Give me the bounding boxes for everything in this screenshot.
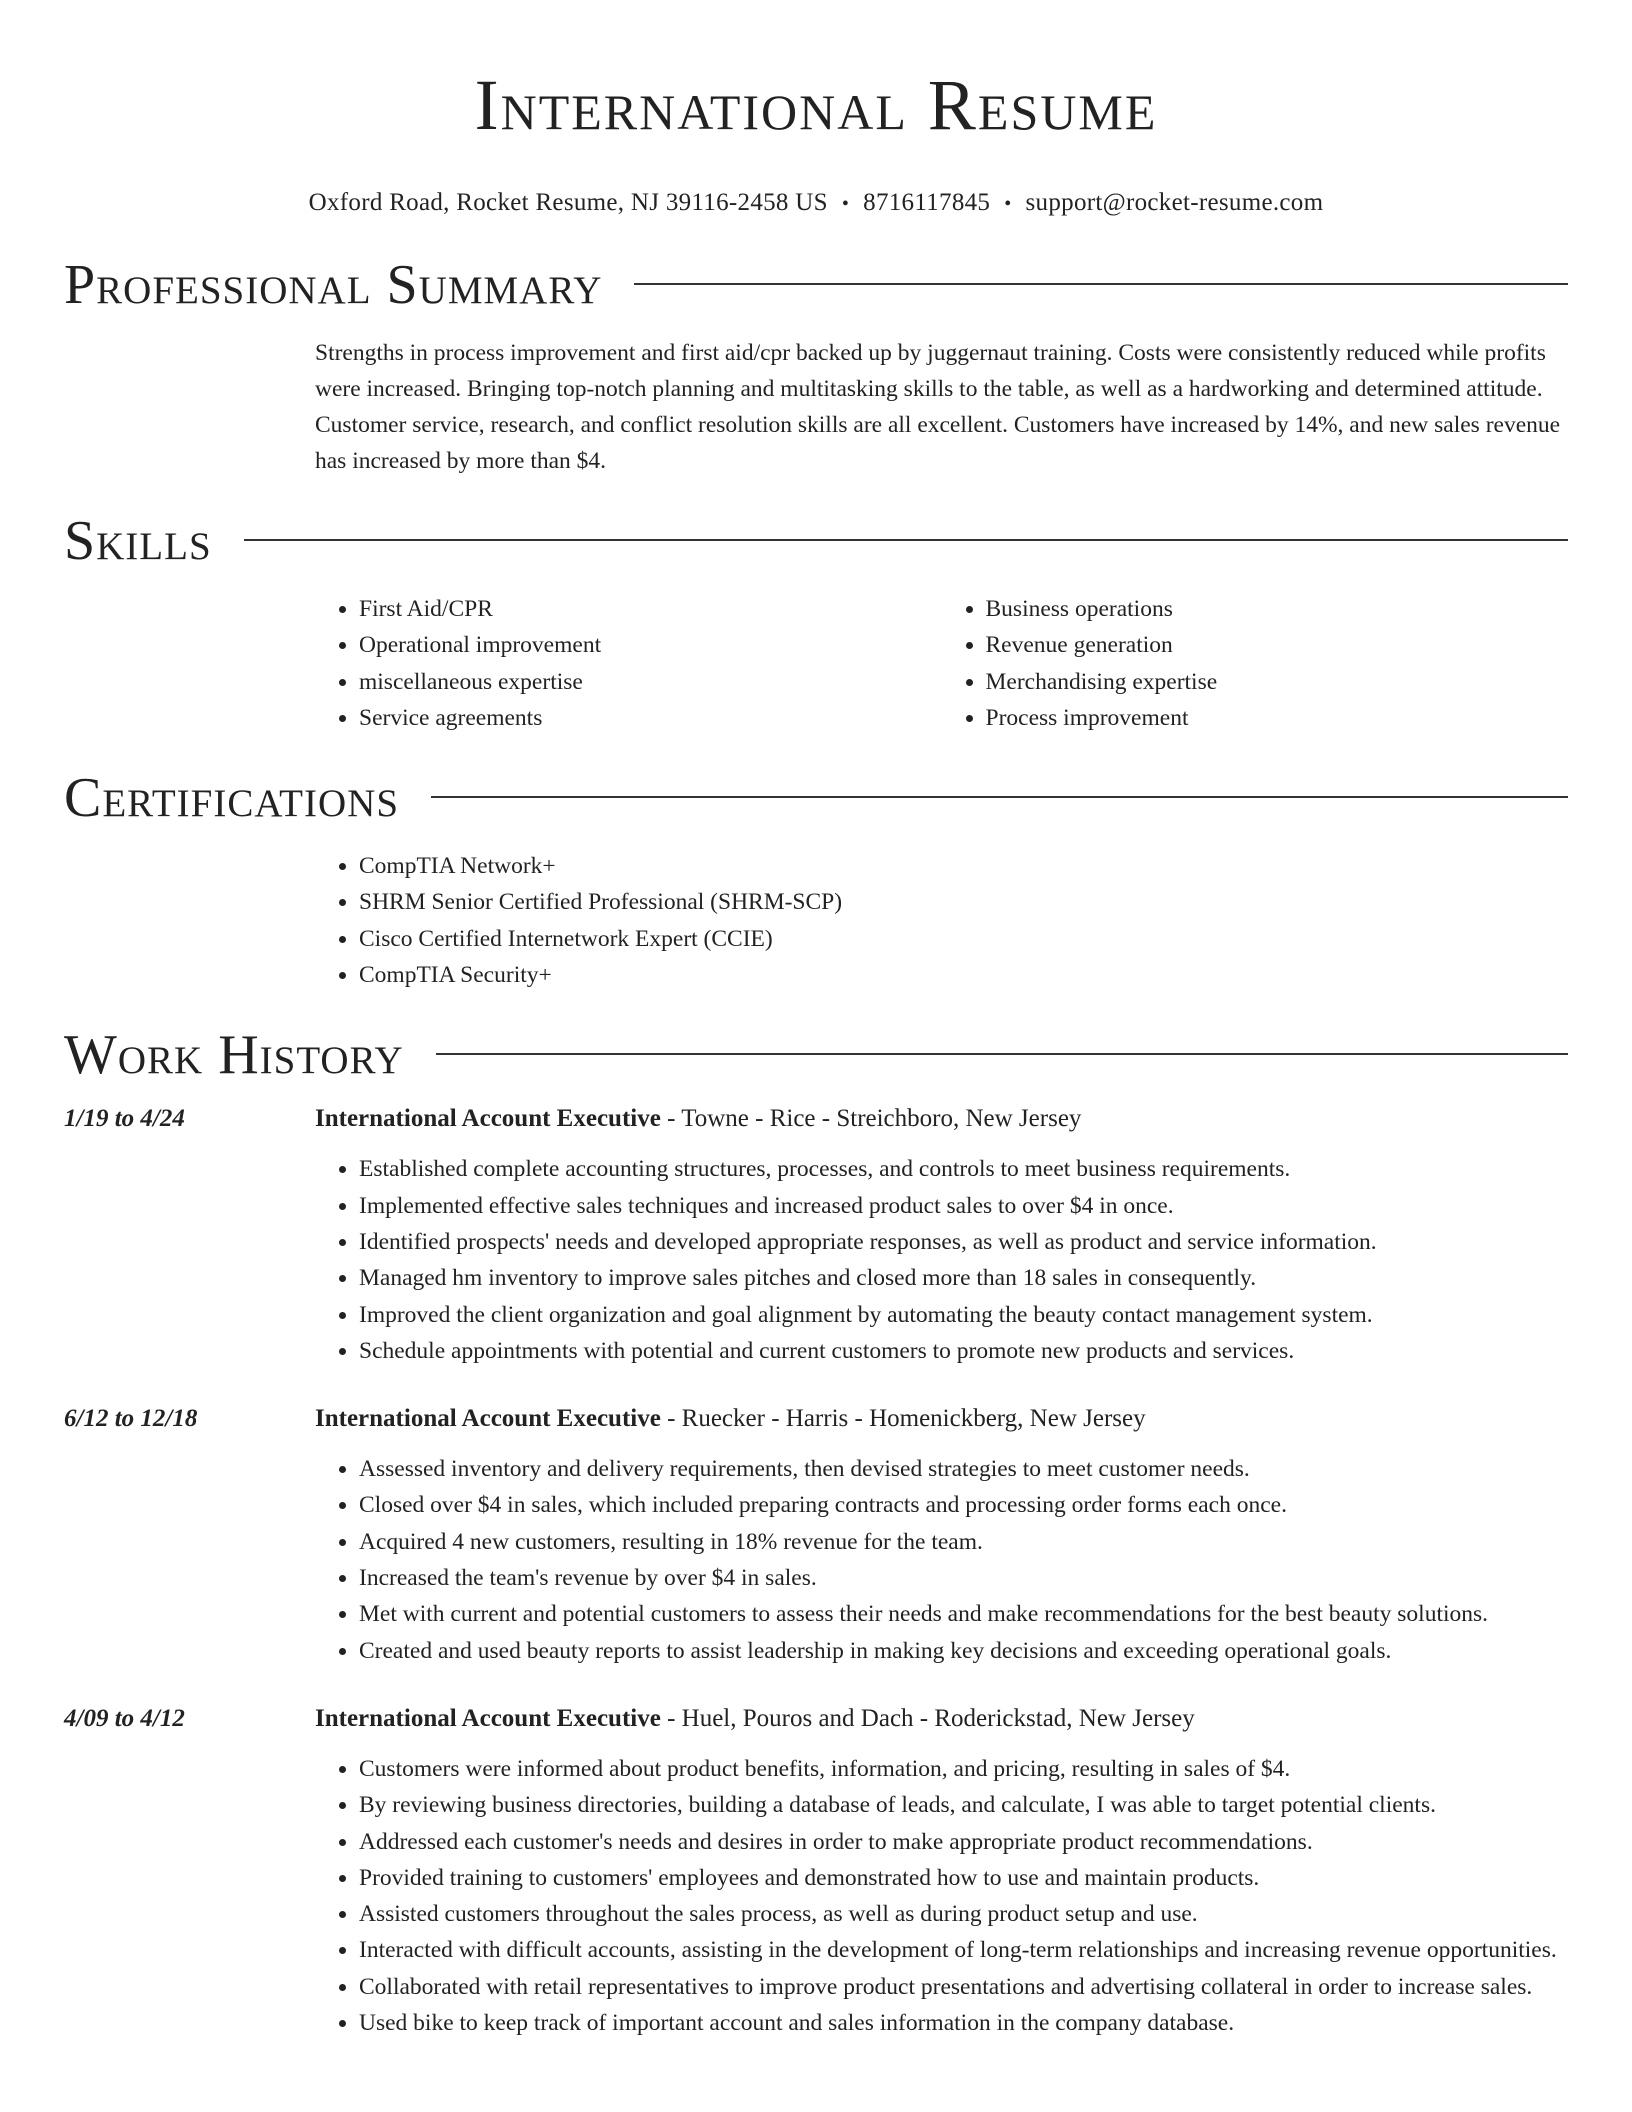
job-bullet: • Assisted customers throughout the sales process, as well as during product setup and use. — [359, 1896, 1568, 1932]
section-divider — [244, 539, 1568, 541]
skill-item: • Process improvement — [986, 700, 1569, 736]
job-bullet: • Identified prospects' needs and developed appropriate responses, as well as product and service information. — [359, 1224, 1568, 1260]
skill-item: • Merchandising expertise — [986, 664, 1569, 700]
job-company: - Huel, Pouros and Dach - Roderickstad, New Jersey — [660, 1704, 1195, 1732]
job-bullet: • Closed over $4 in sales, which included preparing contracts and processing order forms each once. — [359, 1487, 1568, 1523]
job-header — [64, 1401, 1568, 1437]
certifications-section-title: Certifications — [64, 767, 400, 830]
job-bullet: • Established complete accounting structures, processes, and controls to meet business requirements. — [359, 1151, 1568, 1187]
job-bullet: • Managed hm inventory to improve sales pitches and closed more than 18 sales in consequently. — [359, 1260, 1568, 1296]
job-bullet: • Created and used beauty reports to assist leadership in making key decisions and exceeding operational goals. — [359, 1633, 1568, 1669]
job-header — [64, 1101, 1568, 1137]
skills-list — [315, 591, 1568, 736]
job-bullets — [315, 1151, 1568, 1369]
job-bullet: • Addressed each customer's needs and desires in order to make appropriate product recommendations. — [359, 1824, 1568, 1860]
skill-item: • miscellaneous expertise — [359, 664, 942, 700]
certifications-bullets — [315, 848, 1568, 993]
resume-name: International Resume — [474, 65, 1158, 145]
summary-section-header — [64, 255, 1568, 315]
job-bullet: • Collaborated with retail representatives to improve product presentations and advertising collateral in order to increase sales. — [359, 1969, 1568, 2005]
job-heading — [315, 1401, 1146, 1437]
job-bullet: • Increased the team's revenue by over $4 in sales. — [359, 1560, 1568, 1596]
summary-section-title: Professional Summary — [64, 254, 603, 316]
job-header — [64, 1701, 1568, 1737]
job-bullet: • Implemented effective sales techniques and increased product sales to over $4 in once. — [359, 1188, 1568, 1224]
job-entry — [64, 1101, 1568, 1369]
job-bullet: • Assessed inventory and delivery requirements, then devised strategies to meet customer needs. — [359, 1451, 1568, 1487]
section-divider — [431, 796, 1568, 798]
summary-text: Strengths in process improvement and first aid/cpr backed up by juggernaut training. Costs were consistently reduced while profits were increased. Bringing top-notch planning and multitasking skills to the table, as well as a hardworking and determined attitude. Customer service, research, and conflict resolution skills are all excellent. Customers have increased by 14%, and new sales revenue has increased by more than $4. — [315, 340, 1561, 474]
skills-column-right — [942, 591, 1569, 736]
job-dates: 6/12 to 12/18 — [64, 1405, 198, 1433]
work-section-header — [64, 1025, 1568, 1085]
skill-item: • Business operations — [986, 591, 1569, 627]
resume-page — [64, 0, 1568, 2041]
certification-item: • CompTIA Network+ — [359, 848, 1568, 884]
skills-section-title: Skills — [64, 510, 212, 572]
job-bullet: • Provided training to customers' employees and demonstrated how to use and maintain products. — [359, 1860, 1568, 1896]
job-bullet: • Met with current and potential customers to assess their needs and make recommendations for the best beauty solutions. — [359, 1596, 1568, 1632]
job-title: International Account Executive — [315, 1105, 661, 1133]
skill-item: • Operational improvement — [359, 627, 942, 663]
job-bullet: • By reviewing business directories, building a database of leads, and calculate, I was able to target potential clients. — [359, 1787, 1568, 1823]
certification-item: • SHRM Senior Certified Professional (SHRM-SCP) — [359, 884, 1568, 920]
job-company: - Ruecker - Harris - Homenickberg, New Jersey — [660, 1405, 1146, 1433]
contact-separator: • — [1004, 193, 1012, 215]
job-entry — [64, 1401, 1568, 1669]
job-bullets — [315, 1751, 1568, 2041]
skill-item: • Service agreements — [359, 700, 942, 736]
job-title: International Account Executive — [315, 1704, 661, 1732]
job-dates: 1/19 to 4/24 — [64, 1105, 185, 1133]
job-bullet: • Acquired 4 new customers, resulting in 18% revenue for the team. — [359, 1524, 1568, 1560]
job-company: - Towne - Rice - Streichboro, New Jersey — [660, 1105, 1082, 1133]
section-divider — [436, 1053, 1568, 1055]
skills-section-header — [64, 511, 1568, 571]
skills-column-left — [315, 591, 942, 736]
job-dates: 4/09 to 4/12 — [64, 1704, 185, 1732]
contact-email: support@rocket-resume.com — [1025, 189, 1324, 216]
job-bullet: • Improved the client organization and goal alignment by automating the beauty contact management system. — [359, 1297, 1568, 1333]
contact-line — [64, 188, 1568, 219]
job-bullet: • Interacted with difficult accounts, assisting in the development of long-term relationships and increasing revenue opportunities. — [359, 1932, 1568, 1968]
job-heading — [315, 1701, 1195, 1737]
contact-address: Oxford Road, Rocket Resume, NJ 39116-2458 US — [308, 189, 828, 216]
certifications-list — [315, 848, 1568, 993]
job-entry — [64, 1701, 1568, 2041]
job-bullet: • Schedule appointments with potential and current customers to promote new products and services. — [359, 1333, 1568, 1369]
certification-item: • Cisco Certified Internetwork Expert (CCIE) — [359, 921, 1568, 957]
section-divider — [634, 283, 1568, 285]
job-bullet: • Used bike to keep track of important account and sales information in the company database. — [359, 2005, 1568, 2041]
job-heading — [315, 1101, 1081, 1137]
job-bullets — [315, 1451, 1568, 1669]
job-title: International Account Executive — [315, 1405, 661, 1433]
certifications-section-header — [64, 768, 1568, 828]
contact-phone: 8716117845 — [863, 189, 991, 216]
work-section-title: Work History — [64, 1024, 404, 1087]
certification-item: • CompTIA Security+ — [359, 957, 1568, 993]
contact-separator: • — [841, 193, 850, 215]
skill-item: • Revenue generation — [986, 627, 1569, 663]
skill-item: • First Aid/CPR — [359, 591, 942, 627]
job-bullet: • Customers were informed about product benefits, information, and pricing, resulting in sales of $4. — [359, 1751, 1568, 1787]
